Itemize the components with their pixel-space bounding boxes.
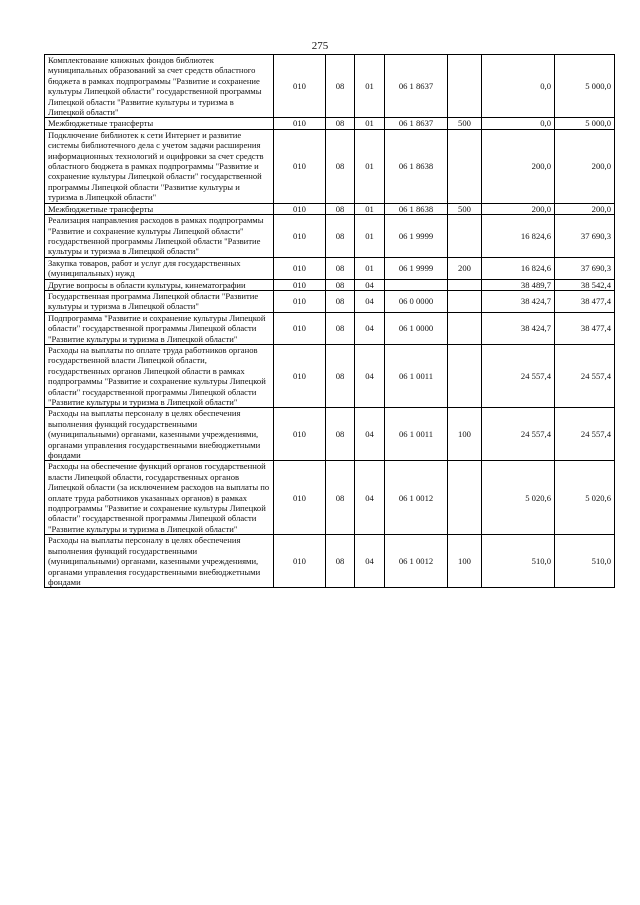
target-article-code: 06 1 0011 xyxy=(385,408,448,461)
table-row xyxy=(45,55,615,118)
section-code: 08 xyxy=(326,408,355,461)
section-code: 08 xyxy=(326,118,355,129)
target-article-code: 06 1 9999 xyxy=(385,215,448,258)
row-name: Реализация направления расходов в рамках подпрограммы "Развитие и сохранение культуры Липецкой области" государственной программы Липецкой области "Развитие культуры и туризма в Липецкой области" xyxy=(45,215,274,258)
amount-year-1: 24 557,4 xyxy=(482,408,555,461)
section-code: 08 xyxy=(326,215,355,258)
amount-year-1: 16 824,6 xyxy=(482,257,555,279)
amount-year-2: 5 000,0 xyxy=(555,55,615,118)
subsection-code: 01 xyxy=(355,203,385,214)
subsection-code: 04 xyxy=(355,344,385,407)
budget-table xyxy=(44,54,615,588)
subsection-code: 04 xyxy=(355,535,385,588)
row-name: Закупка товаров, работ и услуг для государственных (муниципальных) нужд xyxy=(45,257,274,279)
amount-year-2: 37 690,3 xyxy=(555,257,615,279)
amount-year-2: 24 557,4 xyxy=(555,344,615,407)
subsection-code: 01 xyxy=(355,257,385,279)
target-article-code: 06 1 8638 xyxy=(385,203,448,214)
amount-year-2: 5 000,0 xyxy=(555,118,615,129)
section-code: 08 xyxy=(326,461,355,535)
table-row xyxy=(45,203,615,214)
expense-type-code: 200 xyxy=(448,257,482,279)
subsection-code: 04 xyxy=(355,461,385,535)
subsection-code: 01 xyxy=(355,118,385,129)
admin-code: 010 xyxy=(274,461,326,535)
amount-year-2: 37 690,3 xyxy=(555,215,615,258)
target-article-code: 06 1 0000 xyxy=(385,312,448,344)
expense-type-code xyxy=(448,215,482,258)
expense-type-code: 500 xyxy=(448,203,482,214)
row-name: Расходы на выплаты персоналу в целях обеспечения выполнения функций государственными (муниципальными) органами, казенными учреждениями, органами управления государственными внебюджетными фондами xyxy=(45,535,274,588)
amount-year-2: 5 020,6 xyxy=(555,461,615,535)
target-article-code: 06 1 8638 xyxy=(385,129,448,203)
target-article-code: 06 1 8637 xyxy=(385,118,448,129)
subsection-code: 04 xyxy=(355,312,385,344)
table-row xyxy=(45,118,615,129)
row-name: Межбюджетные трансферты xyxy=(45,203,274,214)
row-name: Комплектование книжных фондов библиотек муниципальных образований за счет средств областного бюджета в рамках подпрограммы "Развитие и сохранение культуры Липецкой области" государственной программы Липецкой области "Развитие культуры и туризма в Липецкой области" xyxy=(45,55,274,118)
expense-type-code xyxy=(448,461,482,535)
expense-type-code xyxy=(448,290,482,312)
target-article-code xyxy=(385,279,448,290)
target-article-code: 06 1 8637 xyxy=(385,55,448,118)
page-number: 275 xyxy=(311,40,329,52)
row-name: Межбюджетные трансферты xyxy=(45,118,274,129)
section-code: 08 xyxy=(326,55,355,118)
amount-year-2: 24 557,4 xyxy=(555,408,615,461)
admin-code: 010 xyxy=(274,129,326,203)
amount-year-1: 38 424,7 xyxy=(482,290,555,312)
target-article-code: 06 1 0012 xyxy=(385,461,448,535)
section-code: 08 xyxy=(326,344,355,407)
section-code: 08 xyxy=(326,535,355,588)
amount-year-1: 200,0 xyxy=(482,203,555,214)
row-name: Подпрограмма "Развитие и сохранение культуры Липецкой области" государственной программы Липецкой области "Развитие культуры и туризма в Липецкой области" xyxy=(45,312,274,344)
expense-type-code: 100 xyxy=(448,408,482,461)
table-row xyxy=(45,408,615,461)
expense-type-code xyxy=(448,312,482,344)
expense-type-code: 500 xyxy=(448,118,482,129)
subsection-code: 01 xyxy=(355,215,385,258)
amount-year-2: 38 542,4 xyxy=(555,279,615,290)
admin-code: 010 xyxy=(274,203,326,214)
amount-year-1: 38 489,7 xyxy=(482,279,555,290)
expense-type-code xyxy=(448,344,482,407)
table-row xyxy=(45,215,615,258)
subsection-code: 04 xyxy=(355,408,385,461)
section-code: 08 xyxy=(326,257,355,279)
admin-code: 010 xyxy=(274,344,326,407)
amount-year-1: 16 824,6 xyxy=(482,215,555,258)
row-name: Государственная программа Липецкой области "Развитие культуры и туризма в Липецкой области" xyxy=(45,290,274,312)
subsection-code: 04 xyxy=(355,279,385,290)
target-article-code: 06 1 9999 xyxy=(385,257,448,279)
expense-type-code xyxy=(448,279,482,290)
amount-year-2: 510,0 xyxy=(555,535,615,588)
table-body xyxy=(45,55,615,588)
section-code: 08 xyxy=(326,312,355,344)
section-code: 08 xyxy=(326,129,355,203)
amount-year-1: 0,0 xyxy=(482,55,555,118)
section-code: 08 xyxy=(326,203,355,214)
row-name: Расходы на обеспечение функций органов государственной власти Липецкой области, государственных органов Липецкой области (за исключением расходов на выплаты по оплате труда работников указанных органов) в рамках подпрограммы "Развитие и сохранение культуры Липецкой области" государственной программы Липецкой области "Развитие культуры и туризма в Липецкой области" xyxy=(45,461,274,535)
table-row xyxy=(45,290,615,312)
admin-code: 010 xyxy=(274,257,326,279)
amount-year-2: 38 477,4 xyxy=(555,290,615,312)
row-name: Подключение библиотек к сети Интернет и развитие системы библиотечного дела с учетом задачи расширения информационных технологий и оцифровки за счет средств областного бюджета в рамках подпрограммы "Развитие и сохранение культуры Липецкой области" государственной программы Липецкой области "Развитие культуры и туризма в Липецкой области" xyxy=(45,129,274,203)
row-name: Расходы на выплаты персоналу в целях обеспечения выполнения функций государственными (муниципальными) органами, казенными учреждениями, органами управления государственными внебюджетными фондами xyxy=(45,408,274,461)
subsection-code: 04 xyxy=(355,290,385,312)
subsection-code: 01 xyxy=(355,55,385,118)
expense-type-code: 100 xyxy=(448,535,482,588)
expense-type-code xyxy=(448,129,482,203)
target-article-code: 06 1 0012 xyxy=(385,535,448,588)
admin-code: 010 xyxy=(274,118,326,129)
subsection-code: 01 xyxy=(355,129,385,203)
table-row xyxy=(45,129,615,203)
admin-code: 010 xyxy=(274,290,326,312)
table-row xyxy=(45,344,615,407)
target-article-code: 06 1 0011 xyxy=(385,344,448,407)
expense-type-code xyxy=(448,55,482,118)
amount-year-1: 510,0 xyxy=(482,535,555,588)
admin-code: 010 xyxy=(274,312,326,344)
admin-code: 010 xyxy=(274,55,326,118)
amount-year-1: 5 020,6 xyxy=(482,461,555,535)
amount-year-1: 24 557,4 xyxy=(482,344,555,407)
table-row xyxy=(45,535,615,588)
amount-year-2: 200,0 xyxy=(555,203,615,214)
row-name: Другие вопросы в области культуры, кинематографии xyxy=(45,279,274,290)
table-row xyxy=(45,257,615,279)
table-row xyxy=(45,312,615,344)
section-code: 08 xyxy=(326,290,355,312)
amount-year-2: 200,0 xyxy=(555,129,615,203)
table-row xyxy=(45,461,615,535)
admin-code: 010 xyxy=(274,215,326,258)
amount-year-2: 38 477,4 xyxy=(555,312,615,344)
target-article-code: 06 0 0000 xyxy=(385,290,448,312)
admin-code: 010 xyxy=(274,279,326,290)
amount-year-1: 38 424,7 xyxy=(482,312,555,344)
row-name: Расходы на выплаты по оплате труда работников органов государственной власти Липецкой области, государственных органов Липецкой области в рамках подпрограммы "Развитие и сохранение культуры Липецкой области" государственной программы Липецкой области "Развитие культуры и туризма в Липецкой области" xyxy=(45,344,274,407)
table-row xyxy=(45,279,615,290)
section-code: 08 xyxy=(326,279,355,290)
admin-code: 010 xyxy=(274,535,326,588)
admin-code: 010 xyxy=(274,408,326,461)
amount-year-1: 0,0 xyxy=(482,118,555,129)
amount-year-1: 200,0 xyxy=(482,129,555,203)
